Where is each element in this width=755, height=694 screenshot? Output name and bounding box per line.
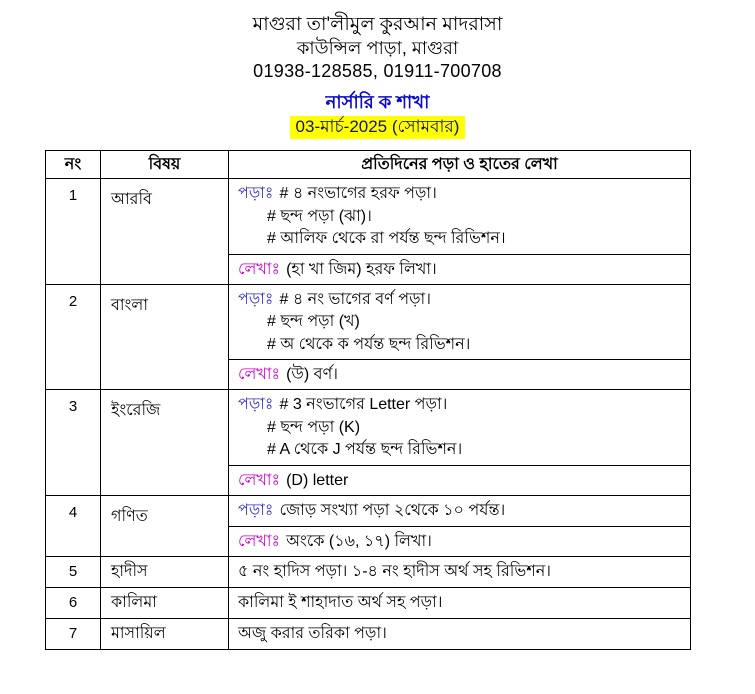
serial-cell: 6	[46, 587, 101, 618]
subject-cell: মাসায়িল	[101, 618, 229, 649]
write-text: (হা খা জিম) হরফ লিখা।	[286, 260, 437, 278]
read-cell	[229, 390, 691, 466]
subject-cell: বাংলা	[101, 284, 229, 390]
write-text: (উ) বর্ণ।	[286, 366, 338, 383]
serial-cell: 7	[46, 618, 101, 649]
serial-cell: 3	[46, 390, 101, 496]
read-line: # A থেকে J পর্যন্ত ছন্দ রিভিশন।	[267, 441, 463, 458]
read-text: জোড় সংখ্যা পড়া ২থেকে ১০ পর্যন্ত।	[279, 501, 506, 519]
document-header	[0, 0, 755, 139]
write-cell	[229, 526, 691, 556]
content-cell: অজু করার তরিকা পড়া।	[229, 618, 691, 649]
write-cell	[229, 465, 691, 495]
write-label: লেখাঃ	[238, 366, 281, 383]
serial-cell: 5	[46, 556, 101, 587]
date-line-wrap	[0, 115, 755, 139]
subject-cell: আরবি	[101, 179, 229, 285]
read-line	[238, 500, 684, 523]
read-line: # ছন্দ পড়া (K)	[267, 418, 361, 436]
header-subject: বিষয়	[101, 151, 229, 179]
read-line	[238, 394, 684, 417]
table-row	[46, 587, 691, 618]
header-content: প্রতিদিনের পড়া ও হাতের লেখা	[229, 151, 691, 179]
read-cell	[229, 495, 691, 526]
serial-cell: 4	[46, 495, 101, 556]
table-row	[46, 495, 691, 526]
table-row	[46, 618, 691, 649]
write-text: অংকে (১৬, ১৭) লিখা।	[286, 532, 432, 550]
read-text: # 3 নংভাগের Letter পড়া।	[279, 396, 448, 413]
table-row	[46, 556, 691, 587]
read-line: # অ থেকে ক পর্যন্ত ছন্দ রিভিশন।	[267, 335, 471, 353]
table-row	[46, 284, 691, 360]
read-cell	[229, 284, 691, 360]
write-text: (D) letter	[286, 471, 349, 489]
write-cell	[229, 254, 691, 284]
serial-cell: 1	[46, 179, 101, 285]
read-line: # আলিফ থেকে রা পর্যন্ত ছন্দ রিভিশন।	[267, 230, 506, 247]
serial-cell: 2	[46, 284, 101, 390]
read-label: পড়াঃ	[238, 185, 274, 202]
read-text: # ৪ নংভাগের হরফ পড়া।	[279, 185, 437, 202]
content-cell: ৫ নং হাদিস পড়া। ১-৪ নং হাদীস অর্থ সহ রিভিশন।	[229, 556, 691, 587]
write-cell	[229, 360, 691, 390]
subject-cell: ইংরেজি	[101, 390, 229, 496]
read-line: # ছন্দ পড়া (খ)	[267, 313, 360, 330]
section-title: নার্সারি ক শাখা	[325, 92, 430, 112]
org-name: মাগুরা তা'লীমুল কুরআন মাদরাসা	[252, 14, 503, 35]
table-header-row	[46, 151, 691, 179]
write-label: লেখাঃ	[238, 260, 281, 278]
lesson-table	[45, 150, 691, 650]
date-highlight: 03-মার্চ-2025 (সোমবার)	[290, 116, 466, 139]
read-line: # ছন্দ পড়া (ঝা)।	[267, 207, 372, 225]
header-serial: নং	[46, 151, 101, 179]
read-label: পড়াঃ	[238, 290, 274, 308]
read-label: পড়াঃ	[238, 396, 274, 413]
subject-cell: কালিমা	[101, 587, 229, 618]
read-cell	[229, 179, 691, 255]
read-line	[238, 183, 684, 206]
write-label: লেখাঃ	[238, 532, 281, 550]
table-row	[46, 179, 691, 255]
write-label: লেখাঃ	[238, 471, 281, 489]
org-address: কাউন্সিল পাড়া, মাগুরা	[296, 38, 459, 58]
content-cell: কালিমা ই শাহাদাত অর্থ সহ পড়া।	[229, 587, 691, 618]
table-row	[46, 390, 691, 466]
subject-cell: গণিত	[101, 495, 229, 556]
subject-cell: হাদীস	[101, 556, 229, 587]
read-line	[238, 289, 684, 312]
read-text: # ৪ নং ভাগের বর্ণ পড়া।	[279, 290, 431, 308]
read-label: পড়াঃ	[238, 501, 274, 519]
org-phones: 01938-128585, 01911-700708	[253, 61, 502, 81]
